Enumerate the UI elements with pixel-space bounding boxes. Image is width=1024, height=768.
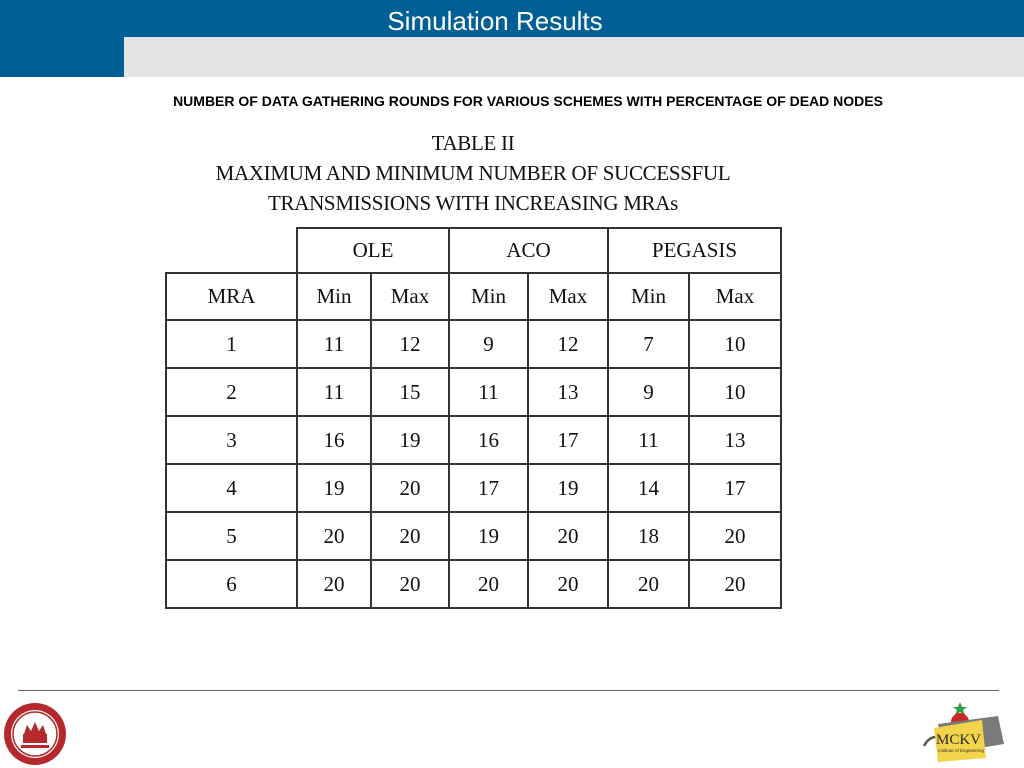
table-cell: 12 bbox=[528, 320, 608, 368]
table-cell: 17 bbox=[449, 464, 528, 512]
table-cell: 18 bbox=[608, 512, 689, 560]
table-cell: 16 bbox=[449, 416, 528, 464]
table-cell: 1 bbox=[166, 320, 297, 368]
table-caption-line-1: TABLE II bbox=[431, 131, 515, 155]
table-cell: 17 bbox=[689, 464, 781, 512]
slide-subtitle: NUMBER OF DATA GATHERING ROUNDS FOR VARIOUS SCHEMES WITH PERCENTAGE OF DEAD NODES bbox=[173, 93, 883, 109]
table-cell: 11 bbox=[449, 368, 528, 416]
table-row bbox=[166, 368, 781, 416]
table-column-header: Max bbox=[371, 273, 449, 320]
table-cell: 17 bbox=[528, 416, 608, 464]
table-row bbox=[166, 512, 781, 560]
table-column-header: Min bbox=[608, 273, 689, 320]
mckv-logo bbox=[920, 700, 1008, 766]
table-cell: 16 bbox=[297, 416, 371, 464]
mckv-logo-subtext: Institute of Engineering bbox=[938, 748, 985, 753]
institute-seal-logo bbox=[2, 701, 68, 767]
table-cell: 20 bbox=[449, 560, 528, 608]
table-cell: 13 bbox=[689, 416, 781, 464]
table-cell: 10 bbox=[689, 320, 781, 368]
table-cell: 20 bbox=[297, 512, 371, 560]
table-cell: 19 bbox=[371, 416, 449, 464]
table-cell: 15 bbox=[371, 368, 449, 416]
results-table bbox=[165, 227, 782, 609]
table-cell: 20 bbox=[371, 560, 449, 608]
table-caption-line-2: MAXIMUM AND MINIMUM NUMBER OF SUCCESSFUL bbox=[215, 161, 731, 185]
table-column-header-row bbox=[166, 273, 781, 320]
table-row bbox=[166, 464, 781, 512]
table-cell: 20 bbox=[371, 512, 449, 560]
table-cell: 3 bbox=[166, 416, 297, 464]
table-cell: 20 bbox=[297, 560, 371, 608]
table-cell: 19 bbox=[297, 464, 371, 512]
table-cell: 20 bbox=[528, 560, 608, 608]
table-cell: 2 bbox=[166, 368, 297, 416]
table-cell: 19 bbox=[528, 464, 608, 512]
table-caption-line-3: TRANSMISSIONS WITH INCREASING MRAs bbox=[267, 191, 679, 215]
table-cell: 11 bbox=[297, 320, 371, 368]
table-column-header: Min bbox=[449, 273, 528, 320]
table-column-header: Min bbox=[297, 273, 371, 320]
table-corner-cell bbox=[166, 228, 297, 273]
slide-title: Simulation Results bbox=[387, 6, 603, 36]
table-column-header: MRA bbox=[166, 273, 297, 320]
table-column-header: Max bbox=[689, 273, 781, 320]
table-column-header: Max bbox=[528, 273, 608, 320]
table-cell: 20 bbox=[608, 560, 689, 608]
table-row bbox=[166, 560, 781, 608]
table-cell: 20 bbox=[528, 512, 608, 560]
footer-divider bbox=[18, 690, 999, 691]
table-cell: 20 bbox=[371, 464, 449, 512]
header-left-block bbox=[0, 37, 124, 77]
table-cell: 4 bbox=[166, 464, 297, 512]
table-cell: 12 bbox=[371, 320, 449, 368]
table-cell: 13 bbox=[528, 368, 608, 416]
table-group-header: ACO bbox=[449, 228, 608, 273]
table-cell: 19 bbox=[449, 512, 528, 560]
table-cell: 11 bbox=[297, 368, 371, 416]
table-row bbox=[166, 416, 781, 464]
table-cell: 11 bbox=[608, 416, 689, 464]
table-caption bbox=[160, 128, 786, 218]
table-cell: 9 bbox=[449, 320, 528, 368]
table-row bbox=[166, 320, 781, 368]
table-cell: 20 bbox=[689, 512, 781, 560]
table-cell: 10 bbox=[689, 368, 781, 416]
header-gray-bar bbox=[124, 37, 1024, 77]
table-group-header: PEGASIS bbox=[608, 228, 781, 273]
table-cell: 20 bbox=[689, 560, 781, 608]
table-cell: 5 bbox=[166, 512, 297, 560]
mckv-logo-text: MCKV bbox=[936, 732, 982, 748]
table-cell: 14 bbox=[608, 464, 689, 512]
table-cell: 7 bbox=[608, 320, 689, 368]
table-cell: 9 bbox=[608, 368, 689, 416]
table-group-header: OLE bbox=[297, 228, 449, 273]
table-group-header-row bbox=[166, 228, 781, 273]
table-cell: 6 bbox=[166, 560, 297, 608]
